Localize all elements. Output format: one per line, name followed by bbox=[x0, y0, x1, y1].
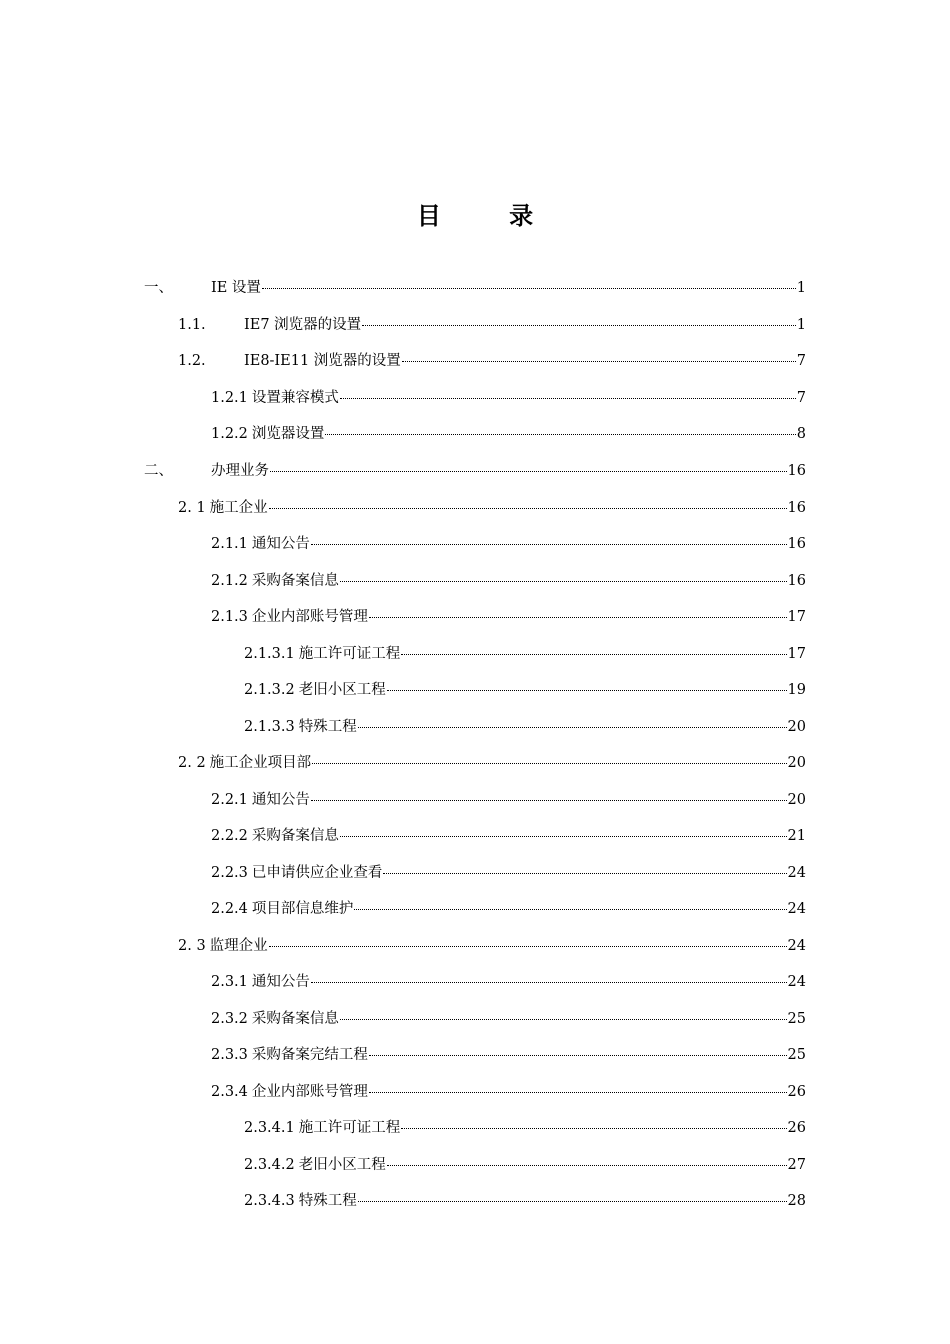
toc-entry-page: 24 bbox=[787, 901, 806, 917]
toc-entry-number: 2. 3 bbox=[178, 938, 206, 954]
toc-entry-title: 施工企业 bbox=[209, 500, 268, 516]
toc-entry[interactable] bbox=[178, 349, 806, 373]
toc-entry-page: 27 bbox=[787, 1157, 806, 1173]
toc-entry[interactable] bbox=[211, 422, 806, 446]
toc-entry-title: 特殊工程 bbox=[298, 1193, 357, 1209]
toc-entry-number: 2.2.3 bbox=[211, 865, 248, 881]
toc-entry-number: 2.3.1 bbox=[211, 974, 248, 990]
toc-entry-number: 2. 2 bbox=[178, 755, 206, 771]
toc-entry[interactable] bbox=[244, 1116, 806, 1140]
toc-entry-page: 16 bbox=[787, 463, 806, 479]
toc-dot-leader bbox=[311, 530, 787, 545]
toc-entry-title: 项目部信息维护 bbox=[251, 901, 354, 917]
toc-dot-leader bbox=[262, 274, 796, 289]
toc-entry[interactable] bbox=[244, 715, 806, 739]
toc-entry-number: 1.2.2 bbox=[211, 426, 248, 442]
toc-entry-page: 24 bbox=[787, 865, 806, 881]
toc-dot-leader bbox=[387, 676, 787, 691]
toc-entry-page: 28 bbox=[787, 1193, 806, 1209]
toc-entry[interactable] bbox=[211, 1080, 806, 1104]
toc-entry-page: 21 bbox=[787, 828, 806, 844]
toc-entry-number: 一、 bbox=[144, 280, 173, 296]
toc-dot-leader bbox=[387, 1151, 787, 1166]
toc-entry-title: 施工企业项目部 bbox=[209, 755, 312, 771]
toc-entry[interactable] bbox=[144, 276, 806, 300]
toc-dot-leader bbox=[312, 749, 786, 764]
toc-entry-page: 16 bbox=[787, 536, 806, 552]
toc-entry-page: 1 bbox=[796, 317, 806, 333]
toc-entry-number: 2.1.1 bbox=[211, 536, 248, 552]
toc-entry-title: 通知公告 bbox=[251, 792, 310, 808]
toc-entry-number: 1.2.1 bbox=[211, 390, 248, 406]
toc-entry[interactable] bbox=[178, 313, 806, 337]
toc-entry-title: 企业内部账号管理 bbox=[251, 1084, 368, 1100]
toc-dot-leader bbox=[369, 603, 787, 618]
toc-entry-page: 19 bbox=[787, 682, 806, 698]
toc-entry-page: 20 bbox=[787, 792, 806, 808]
toc-entry-page: 26 bbox=[787, 1084, 806, 1100]
toc-dot-leader bbox=[358, 1187, 787, 1202]
toc-entry[interactable] bbox=[144, 459, 806, 483]
toc-entry-title: 已申请供应企业查看 bbox=[251, 865, 383, 881]
toc-entry-page: 16 bbox=[787, 573, 806, 589]
toc-entry[interactable] bbox=[211, 970, 806, 994]
toc-dot-leader bbox=[340, 567, 787, 582]
toc-dot-leader bbox=[369, 1041, 787, 1056]
toc-dot-leader bbox=[383, 859, 786, 874]
toc-entry-number: 2.3.3 bbox=[211, 1047, 248, 1063]
toc-entry-page: 1 bbox=[796, 280, 806, 296]
toc-entry-title: IE 设置 bbox=[211, 280, 261, 296]
toc-entry-title: 监理企业 bbox=[209, 938, 268, 954]
toc-entry-page: 7 bbox=[796, 353, 806, 369]
toc-entry[interactable] bbox=[211, 532, 806, 556]
toc-dot-leader bbox=[340, 822, 787, 837]
toc-entry[interactable] bbox=[211, 861, 806, 885]
toc-dot-leader bbox=[401, 640, 786, 655]
toc-entry-number: 2.3.4.3 bbox=[244, 1193, 295, 1209]
toc-entry[interactable] bbox=[211, 605, 806, 629]
toc-entry-title: 特殊工程 bbox=[298, 719, 357, 735]
toc-entry-title: 施工许可证工程 bbox=[298, 1120, 401, 1136]
toc-entry[interactable] bbox=[178, 751, 806, 775]
toc-entry[interactable] bbox=[244, 1189, 806, 1213]
toc-entry-page: 24 bbox=[787, 938, 806, 954]
toc-entry-page: 17 bbox=[787, 646, 806, 662]
toc-entry-title: 施工许可证工程 bbox=[298, 646, 401, 662]
toc-entry-title: 采购备案信息 bbox=[251, 828, 339, 844]
toc-entry[interactable] bbox=[244, 1153, 806, 1177]
toc-entry-title: 企业内部账号管理 bbox=[251, 609, 368, 625]
toc-entry-title: 采购备案信息 bbox=[251, 1011, 339, 1027]
toc-entry-page: 20 bbox=[787, 755, 806, 771]
toc-entry-number: 2.3.4.1 bbox=[244, 1120, 295, 1136]
toc-entry-number: 2.2.4 bbox=[211, 901, 248, 917]
toc-entry-page: 24 bbox=[787, 974, 806, 990]
toc-entry-number: 二、 bbox=[144, 463, 173, 479]
toc-entry-number: 1.2. bbox=[178, 353, 206, 369]
toc-dot-leader bbox=[401, 1114, 786, 1129]
toc-dot-leader bbox=[270, 457, 787, 472]
toc-dot-leader bbox=[269, 932, 787, 947]
toc-entry-title: 老旧小区工程 bbox=[298, 1157, 386, 1173]
toc-entry-page: 17 bbox=[787, 609, 806, 625]
toc-entry-page: 25 bbox=[787, 1047, 806, 1063]
toc-dot-leader bbox=[269, 494, 787, 509]
toc-entry-title: 老旧小区工程 bbox=[298, 682, 386, 698]
toc-entry-title: 浏览器设置 bbox=[251, 426, 325, 442]
toc-entry-number: 2.1.3.1 bbox=[244, 646, 295, 662]
toc-entry-page: 20 bbox=[787, 719, 806, 735]
toc-entry-number: 2.2.2 bbox=[211, 828, 248, 844]
toc-dot-leader bbox=[362, 311, 796, 326]
toc-entry[interactable] bbox=[211, 824, 806, 848]
toc-dot-leader bbox=[311, 786, 787, 801]
toc-entry[interactable] bbox=[211, 1043, 806, 1067]
toc-entry[interactable] bbox=[211, 569, 806, 593]
toc-entry-page: 26 bbox=[787, 1120, 806, 1136]
toc-entry-title: 办理业务 bbox=[211, 463, 269, 479]
toc-entry-number: 2.1.3.3 bbox=[244, 719, 295, 735]
toc-entry[interactable] bbox=[244, 678, 806, 702]
toc-entry-number: 2.1.3 bbox=[211, 609, 248, 625]
toc-dot-leader bbox=[358, 713, 787, 728]
toc-entry[interactable] bbox=[211, 897, 806, 921]
toc-entry-number: 2. 1 bbox=[178, 500, 206, 516]
toc-entry-title: 通知公告 bbox=[251, 536, 310, 552]
toc-entry-number: 1.1. bbox=[178, 317, 206, 333]
toc-entry-title: 采购备案完结工程 bbox=[251, 1047, 368, 1063]
toc-dot-leader bbox=[311, 968, 787, 983]
toc-entry-title: IE8-IE11 浏览器的设置 bbox=[244, 353, 401, 369]
toc-dot-leader bbox=[354, 895, 786, 910]
toc-dot-leader bbox=[369, 1078, 787, 1093]
toc-entry-number: 2.2.1 bbox=[211, 792, 248, 808]
toc-dot-leader bbox=[325, 420, 795, 435]
toc-entry-page: 16 bbox=[787, 500, 806, 516]
toc-entry-page: 25 bbox=[787, 1011, 806, 1027]
toc-entry[interactable] bbox=[211, 1007, 806, 1031]
toc-entry-page: 8 bbox=[796, 426, 806, 442]
toc-entry[interactable] bbox=[178, 934, 806, 958]
toc-entry[interactable] bbox=[178, 496, 806, 520]
toc-entry[interactable] bbox=[211, 386, 806, 410]
toc-dot-leader bbox=[402, 347, 796, 362]
toc-entry-title: 设置兼容模式 bbox=[251, 390, 339, 406]
toc-entry-number: 2.3.4.2 bbox=[244, 1157, 295, 1173]
toc-entry-number: 2.3.2 bbox=[211, 1011, 248, 1027]
toc-entry-number: 2.1.2 bbox=[211, 573, 248, 589]
toc-entry-number: 2.1.3.2 bbox=[244, 682, 295, 698]
toc-entry[interactable] bbox=[211, 788, 806, 812]
toc-entry-title: 通知公告 bbox=[251, 974, 310, 990]
toc-entry-number: 2.3.4 bbox=[211, 1084, 248, 1100]
toc-dot-leader bbox=[340, 1005, 787, 1020]
toc-entry[interactable] bbox=[244, 642, 806, 666]
page-title: 目 录 bbox=[416, 202, 564, 230]
toc-entry-page: 7 bbox=[796, 390, 806, 406]
toc-entry-title: 采购备案信息 bbox=[251, 573, 339, 589]
toc-entry-title: IE7 浏览器的设置 bbox=[244, 317, 362, 333]
toc-dot-leader bbox=[340, 384, 796, 399]
